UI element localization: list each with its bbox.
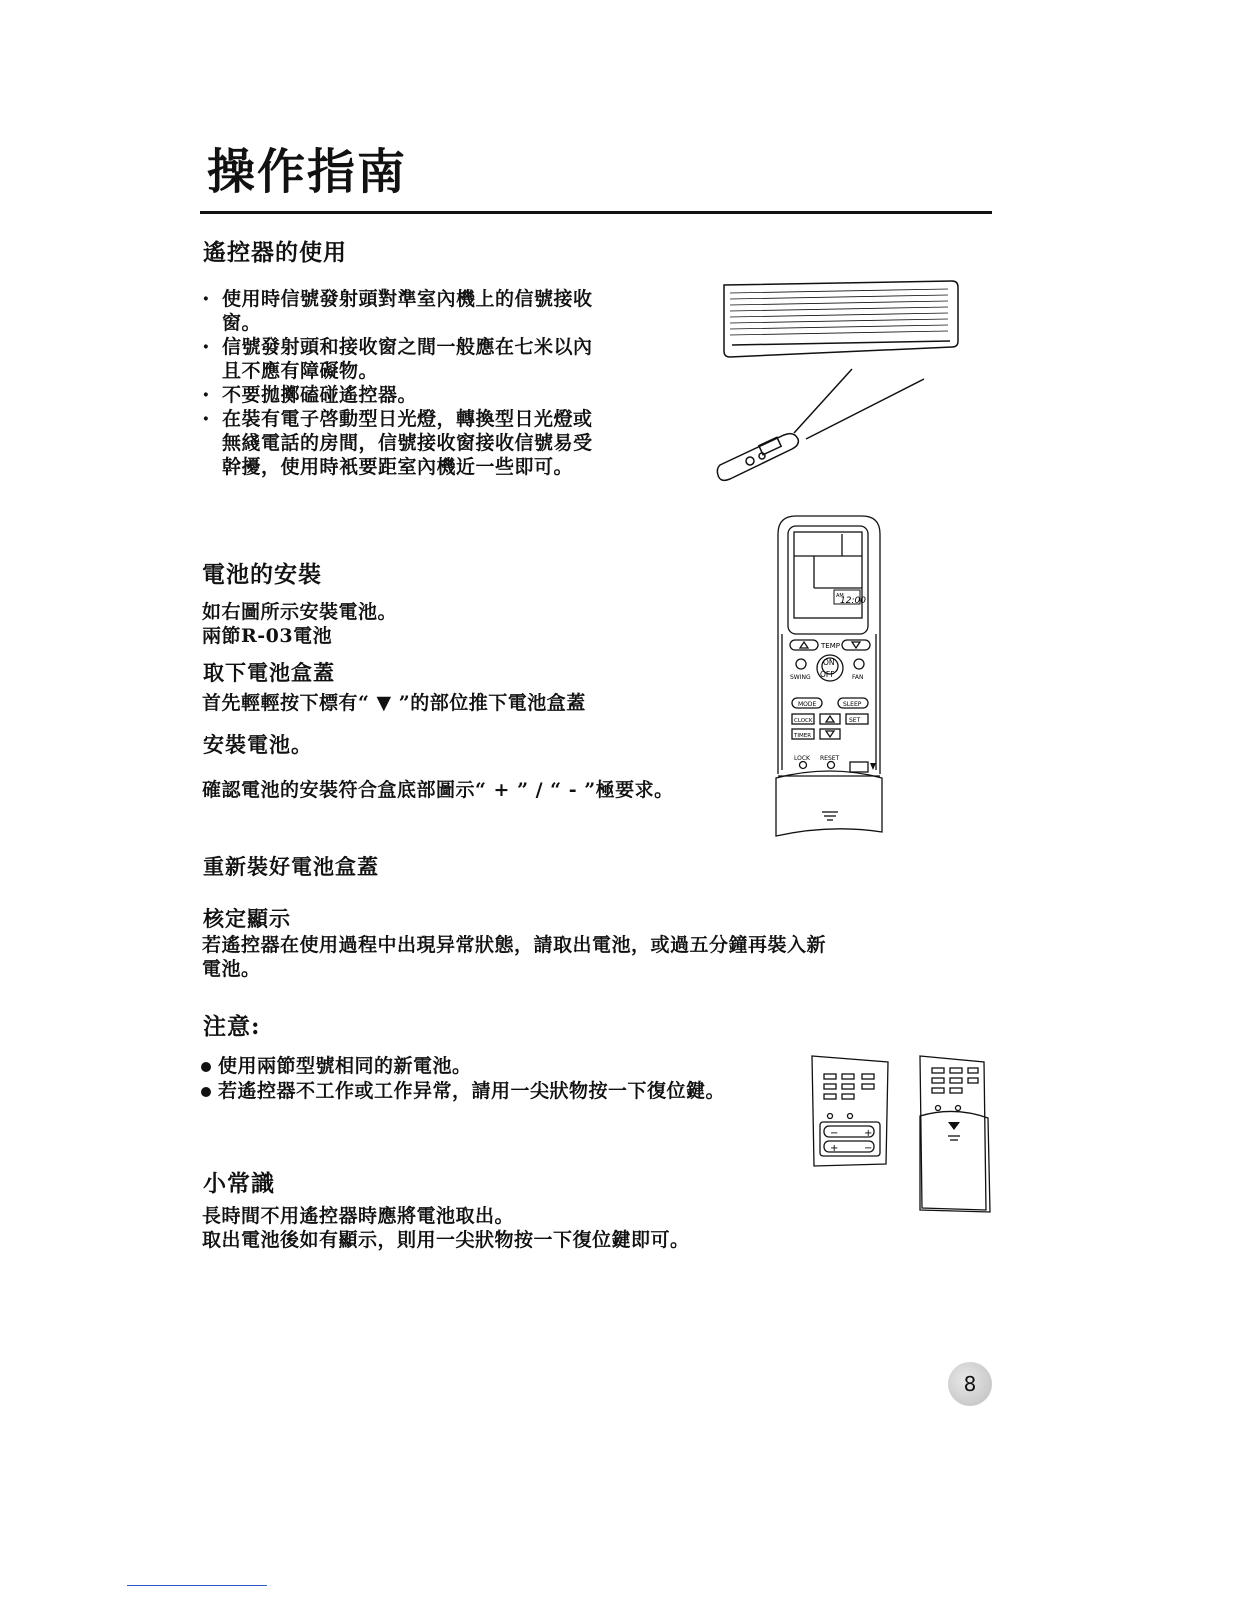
battery-intro-line-2: 兩節R-03電池 — [202, 625, 333, 647]
battery-plus-top: + — [864, 1128, 873, 1139]
step2-title: 安裝電池。 — [203, 732, 313, 757]
list-item: · 不要拋擲磕碰遙控器。 — [200, 383, 610, 407]
remote-usage-heading: 遙控器的使用 — [203, 239, 347, 266]
title-rule — [200, 211, 992, 214]
swing-label: SWING — [790, 674, 811, 681]
page-number: 8 — [948, 1362, 992, 1406]
footer-divider — [127, 1585, 267, 1586]
fan-label: FAN — [852, 674, 864, 681]
lock-label: LOCK — [794, 755, 810, 762]
step4-title: 核定顯示 — [203, 906, 291, 931]
list-item: 使用兩節型號相同的新電池。 — [200, 1054, 820, 1079]
battery-intro-line-1: 如右圖所示安裝電池。 — [202, 601, 398, 623]
on-label: ON — [823, 658, 835, 667]
step2-text: 確認電池的安裝符合盒底部圖示“ + ” / “ - ”極要求。 — [202, 779, 674, 801]
battery-compartment-illustration — [808, 1052, 1000, 1216]
step3-title: 重新裝好電池盒蓋 — [203, 854, 379, 879]
temp-label: TEMP — [821, 642, 840, 650]
battery-plus-bottom: + — [830, 1143, 839, 1154]
battery-heading: 電池的安裝 — [202, 561, 322, 588]
tips-line-1: 長時間不用遙控器時應將電池取出。 — [202, 1205, 515, 1227]
step4-text: 若遙控器在使用過程中出現异常狀態，請取出電池，或過五分鐘再裝入新電池。 — [202, 934, 827, 980]
indoor-unit-illustration — [712, 275, 974, 490]
list-item: · 使用時信號發射頭對準室內機上的信號接收窗。 — [200, 287, 610, 335]
page-title: 操作指南 — [207, 144, 408, 200]
remote-controller-illustration — [770, 512, 888, 838]
off-label: OFF — [820, 670, 835, 679]
battery-minus-top: − — [830, 1128, 839, 1139]
sleep-label: SLEEP — [843, 701, 862, 708]
tips-line-2: 取出電池後如有顯示，則用一尖狀物按一下復位鍵即可。 — [202, 1229, 690, 1251]
list-item: 若遙控器不工作或工作异常，請用一尖狀物按一下復位鍵。 — [200, 1079, 820, 1104]
notes-list — [200, 1054, 820, 1104]
remote-usage-list — [200, 287, 610, 479]
timer-label: TIMER — [794, 733, 812, 739]
display-ampm: AM — [836, 593, 844, 599]
clock-label: CLOCK — [794, 718, 813, 724]
step1-title: 取下電池盒蓋 — [203, 660, 335, 685]
notes-heading: 注意: — [203, 1013, 261, 1040]
set-label: SET — [849, 717, 861, 724]
battery-minus-bottom: − — [864, 1143, 873, 1154]
list-item: · 在裝有電子啓動型日光燈，轉換型日光燈或無綫電話的房間，信號接收窗接收信號易受幹擾，使用時衹要距室內機近一些即可。 — [200, 407, 610, 479]
tips-heading: 小常識 — [203, 1170, 275, 1197]
list-item: · 信號發射頭和接收窗之間一般應在七米以內且不應有障礙物。 — [200, 335, 610, 383]
reset-label: RESET — [820, 755, 840, 762]
mode-label: MODE — [798, 701, 817, 708]
display-clock: 12:00 — [840, 596, 866, 606]
step1-text: 首先輕輕按下標有“ ▼ ”的部位推下電池盒蓋 — [202, 692, 586, 714]
